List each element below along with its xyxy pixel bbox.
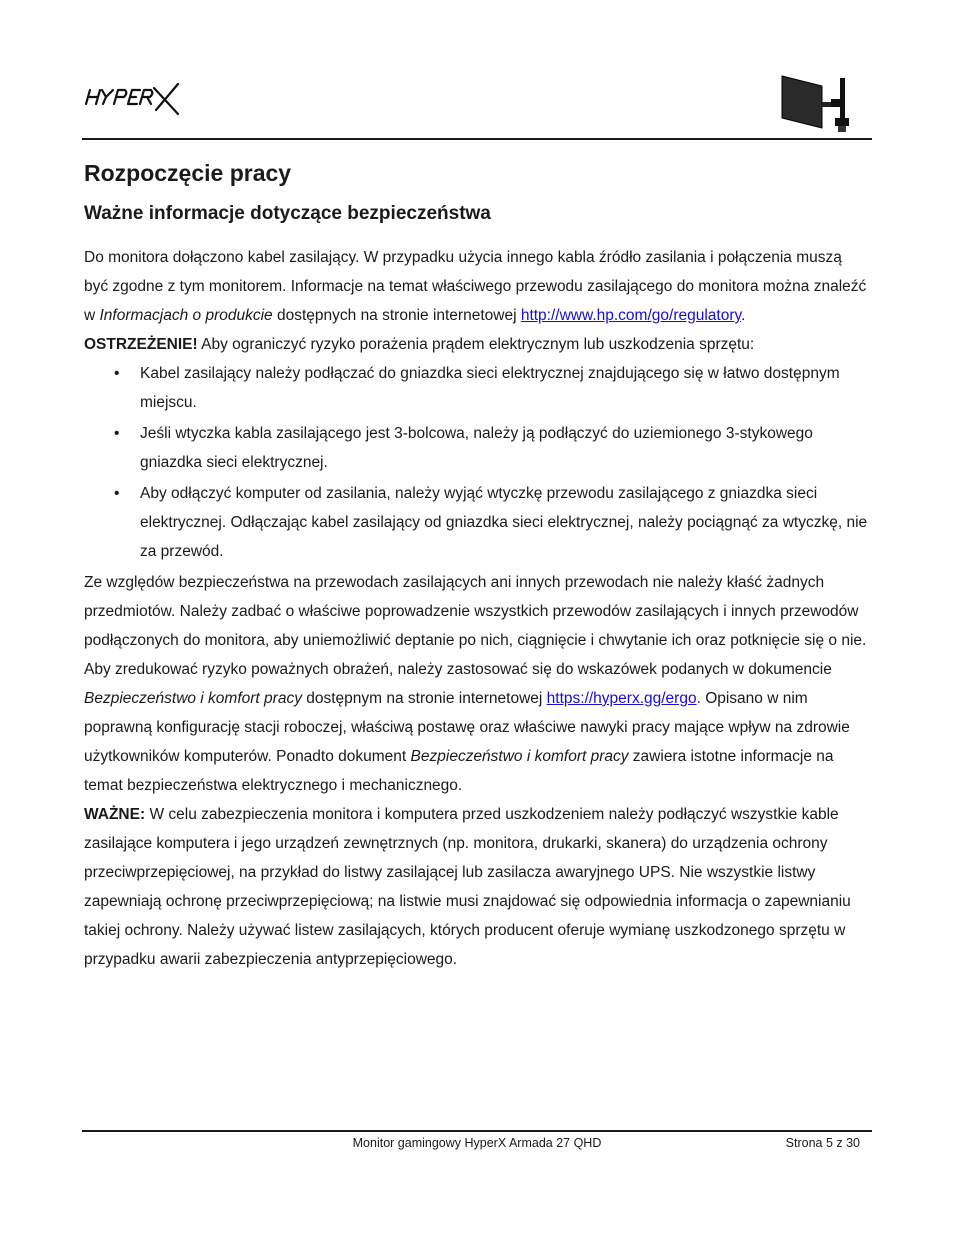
list-item: • Jeśli wtyczka kabla zasilającego jest 3-bolcowa, należy ją podłączyć do uziemionego 3-stykowego gniazdka sieci elektrycznej. <box>140 419 870 477</box>
intro-text-after: dostępnych na stronie internetowej <box>272 307 521 324</box>
intro-end: . <box>741 307 746 324</box>
ergo-link[interactable]: https://hyperx.gg/ergo <box>546 690 697 707</box>
intro-text: Do monitora dołączono kabel zasilający. W przypadku użycia innego kabla źródło zasilania i połączenia muszą być zgodne z tym monitorem. Informacje na temat właściwego przewodu zasilającego do monitora można znaleźć w <box>84 249 867 324</box>
main-content <box>84 160 870 974</box>
intro-paragraph <box>84 243 870 330</box>
ergo-italic-1: Bezpieczeństwo i komfort pracy <box>84 690 302 707</box>
ergo-text-1: Aby zredukować ryzyko poważnych obrażeń, należy zastosować się do wskazówek podanych w dokumencie <box>84 661 832 678</box>
page-title: Rozpoczęcie pracy <box>84 160 292 186</box>
warning-label: OSTRZEŻENIE! <box>84 336 198 353</box>
ergo-italic-2: Bezpieczeństwo i komfort pracy <box>410 748 629 765</box>
section-title: Ważne informacje dotyczące bezpieczeństwa <box>84 203 491 224</box>
monitor-arm-icon <box>780 70 854 134</box>
intro-italic: Informacjach o produkcie <box>99 307 273 324</box>
regulatory-link[interactable]: http://www.hp.com/go/regulatory <box>520 307 742 324</box>
ergo-paragraph <box>84 655 870 800</box>
warning-list <box>84 359 870 566</box>
page-footer <box>82 1130 872 1150</box>
ergo-text-3: . Opisano w nim poprawną konfigurację stacji roboczej, właściwą postawę oraz właściwe nawyki pracy mające wpływ na zdrowie użytkowników komputerów. Ponadto dokument <box>84 690 850 765</box>
list-item: • Aby odłączyć komputer od zasilania, należy wyjąć wtyczkę przewodu zasilającego z gniazdka sieci elektrycznej. Odłączając kabel zasilający od gniazdka sieci elektrycznej, należy pociągnąć za wtyczkę, nie za przewód. <box>140 479 870 566</box>
footer-title: Monitor gamingowy HyperX Armada 27 QHD <box>352 1136 602 1150</box>
ergo-text-4: zawiera istotne informacje na temat bezpieczeństwa elektrycznego i mechanicznego. <box>84 748 834 794</box>
important-text: W celu zabezpieczenia monitora i komputera przed uszkodzeniem należy podłączyć wszystkie kable zasilające komputera i jego urządzeń zewnętrznych (np. monitora, drukarki, skanera) do urządzenia ochrony przeciwprzepięciowej, na przykład do listwy zasilającej lub zasilacza awaryjnego UPS. Nie wszystkie listwy zapewniają ochronę przeciwprzepięciową; na listwie musi znajdować się odpowiednia informacja o zapewnianiu takiej ochrony. Należy używać listew zasilających, których producent oferuje wymianę uszkodzonego sprzętu w przypadku awarii zabezpieczenia antyprzepięciowego. <box>84 806 851 968</box>
important-label: WAŻNE: <box>84 806 146 823</box>
hyperx-logo-icon <box>82 80 182 116</box>
page-number: Strona 5 z 30 <box>785 1136 860 1150</box>
page-header <box>82 60 872 140</box>
list-item: • Kabel zasilający należy podłączać do gniazdka sieci elektrycznej znajdującego się w łatwo dostępnym miejscu. <box>140 359 870 417</box>
warning-text: Aby ograniczyć ryzyko porażenia prądem elektrycznym lub uszkodzenia sprzętu: <box>197 336 755 353</box>
ergo-text-2: dostępnym na stronie internetowej <box>301 690 547 707</box>
warning-paragraph <box>84 330 870 359</box>
cables-paragraph: Ze względów bezpieczeństwa na przewodach zasilających ani innych przewodach nie należy kłaść żadnych przedmiotów. Należy zadbać o właściwe poprowadzenie wszystkich przewodów zasilających i innych przewodów podłączonych do monitora, aby uniemożliwić deptanie po nich, ciągnięcie i chwytanie ich oraz potknięcie się o nie. <box>84 574 867 649</box>
important-paragraph <box>84 800 870 974</box>
